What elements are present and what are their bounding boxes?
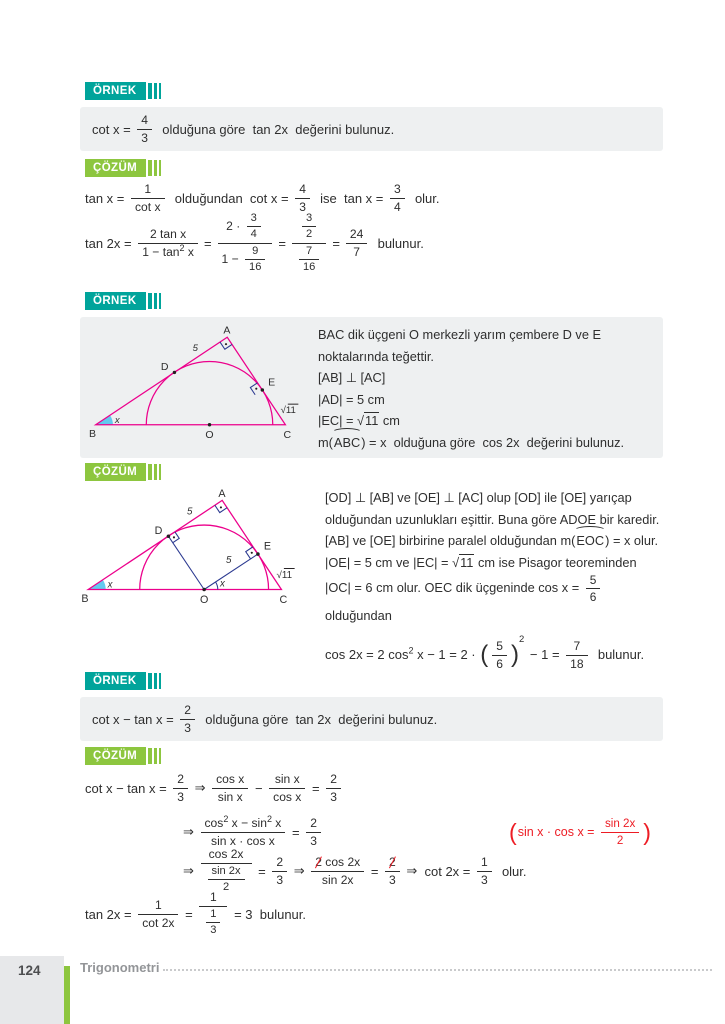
problem-2-line xyxy=(318,367,655,389)
point-E xyxy=(256,552,260,556)
superscript: 2 xyxy=(408,645,414,656)
badge-stripe xyxy=(154,293,157,309)
denominator: 16 xyxy=(302,260,316,273)
fraction xyxy=(601,817,639,848)
fraction xyxy=(212,772,248,804)
equals-sign: = xyxy=(332,235,340,251)
math-text: cos 2x = 2 cos xyxy=(325,647,409,663)
label-D: D xyxy=(154,524,163,537)
solution-3-line-4 xyxy=(85,885,306,943)
ornek-badge-3 xyxy=(85,672,161,690)
fraction xyxy=(299,245,319,275)
numerator: cos x xyxy=(212,772,248,789)
square-root xyxy=(452,554,474,570)
denominator: 3 xyxy=(276,872,284,887)
cancelled-two: 2 xyxy=(315,855,322,869)
denominator: 4 xyxy=(394,199,401,214)
cozum-badge-label: ÇÖZÜM xyxy=(85,463,146,481)
math-text: 1 − tan xyxy=(142,244,180,259)
radical-sign: √ xyxy=(357,413,365,428)
math-text: |AD| = 5 cm xyxy=(318,391,385,407)
right-angle-dot-D xyxy=(173,536,175,538)
denominator: 2 xyxy=(222,881,230,894)
label-A: A xyxy=(218,487,226,500)
denominator: cot x xyxy=(135,199,161,214)
numerator: 2 xyxy=(306,816,321,833)
math-text: cos 2x xyxy=(321,855,361,869)
math-text: cot x − tan x = xyxy=(92,711,178,727)
point-D xyxy=(173,371,176,374)
fraction xyxy=(247,212,261,242)
minus-sign: − xyxy=(251,780,267,796)
badge-stripe xyxy=(159,160,161,176)
radical-sign: √ xyxy=(452,554,460,570)
radicand: 11 xyxy=(460,554,474,570)
label-sqrt11: √11 xyxy=(280,405,296,417)
cozum-badge-label: ÇÖZÜM xyxy=(85,747,146,765)
superscript: 2 xyxy=(223,813,229,824)
big-paren-left: ( xyxy=(509,818,517,845)
problem-box-1 xyxy=(80,107,663,151)
ornek-badge-label: ÖRNEK xyxy=(85,672,146,690)
triangle-figure-problem-2 xyxy=(88,324,318,445)
denominator: sin 2x xyxy=(321,872,354,887)
fraction xyxy=(138,898,178,930)
label-E: E xyxy=(263,540,272,553)
badge-stripe xyxy=(159,464,161,480)
denominator: 3 xyxy=(210,924,217,937)
denominator: 2 xyxy=(616,833,624,847)
fraction xyxy=(295,182,310,214)
fraction xyxy=(346,227,367,259)
big-paren-left: ( xyxy=(480,641,489,669)
problem-2-text xyxy=(318,324,655,453)
numerator: sin 2x xyxy=(208,865,245,880)
label-sqrt11: √11 xyxy=(276,569,293,581)
triangle xyxy=(96,337,286,424)
numerator: 1 xyxy=(199,890,227,907)
numerator: sin x xyxy=(269,772,305,789)
numerator: 1 xyxy=(131,182,165,199)
badge-stripe xyxy=(148,748,152,764)
math-text: [AB] ⊥ [AC] xyxy=(318,370,386,385)
fraction xyxy=(477,855,492,887)
radicand: 11 xyxy=(365,413,379,428)
solution-1-line-1 xyxy=(85,180,440,216)
denominator: 3 xyxy=(330,789,337,804)
label-5-AD: 5 xyxy=(186,506,193,518)
numerator: 1 xyxy=(477,855,492,872)
fraction xyxy=(302,212,316,242)
superscript: 2 xyxy=(519,634,525,646)
cozum-badge-1 xyxy=(85,159,161,177)
problem-2-sentence: BAC dik üçgeni O merkezli yarım çembere D ve E noktalarında teğettir. xyxy=(318,327,602,364)
right-angle-dot-E xyxy=(251,552,253,554)
cancelled-two: 2 xyxy=(389,855,396,869)
footer-chapter-label: Trigonometri xyxy=(80,960,160,975)
math-text: tan 2x = xyxy=(85,906,136,922)
numerator: 5 xyxy=(586,573,601,589)
math-text: olduğuna göre tan 2x değerini bulunuz. xyxy=(155,121,395,137)
denominator xyxy=(292,244,326,275)
math-text: − 1 = xyxy=(526,647,564,663)
label-B: B xyxy=(81,593,89,606)
math-text: x xyxy=(184,244,194,259)
solution-3-line-1 xyxy=(85,767,344,809)
problem-2-line xyxy=(318,389,655,411)
math-text: cm xyxy=(379,413,400,428)
label-x: x xyxy=(114,414,120,426)
big-paren-right: ) xyxy=(643,818,651,845)
denominator: cot 2x xyxy=(142,915,175,930)
math-text: ) = x olduğuna göre cos 2x değerini bulunuz. xyxy=(361,434,625,450)
fraction xyxy=(269,772,305,804)
badge-stripe xyxy=(154,673,157,689)
implies-arrow: ⇒ xyxy=(290,863,309,878)
ornek-badge-label: ÖRNEK xyxy=(85,292,146,310)
page-number: 124 xyxy=(18,963,41,978)
math-text: x − 1 = 2 · xyxy=(413,647,480,663)
solution-2 xyxy=(80,487,665,676)
numerator: 4 xyxy=(295,182,310,199)
math-text: x − sin xyxy=(228,816,267,830)
label-5: 5 xyxy=(192,342,198,354)
point-E xyxy=(261,388,264,391)
badge-stripe xyxy=(148,83,152,99)
numerator: 2 xyxy=(180,703,195,720)
problem-2-line xyxy=(318,432,655,454)
ornek-badge-label: ÖRNEK xyxy=(85,82,146,100)
denominator: 4 xyxy=(250,228,257,241)
numerator: 2 xyxy=(326,772,341,789)
fraction xyxy=(180,703,195,735)
right-angle-dot-E xyxy=(255,388,257,390)
math-text: 1 − xyxy=(221,252,243,267)
math-text: |EC| = xyxy=(318,413,358,428)
badge-stripe xyxy=(148,673,152,689)
numerator: 5 xyxy=(492,639,507,656)
numerator: 2 tan x xyxy=(138,227,198,244)
label-O: O xyxy=(199,594,209,607)
ornek-badge-2 xyxy=(85,292,161,310)
implies-arrow: ⇒ xyxy=(191,780,210,795)
denominator: sin x xyxy=(217,789,243,804)
big-paren-right: ) xyxy=(510,641,519,669)
badge-stripe xyxy=(159,83,161,99)
math-text: = 3 bulunur. xyxy=(230,906,307,922)
denominator: 7 xyxy=(353,244,360,259)
math-text: olur. xyxy=(407,190,440,206)
implies-arrow: ⇒ xyxy=(183,863,198,878)
math-text: bulunur. xyxy=(590,647,645,663)
fraction xyxy=(131,182,165,214)
numerator xyxy=(218,212,273,244)
square-root xyxy=(357,410,379,432)
point-O xyxy=(202,588,206,592)
equals-sign: = xyxy=(254,863,270,879)
math-text: cm ise Pisagor teoreminden |OC| = 6 cm olur. OEC dik üçgeninde cos x = xyxy=(325,554,637,596)
right-angle-dot-A xyxy=(225,343,227,345)
label-x-O: x xyxy=(219,578,225,590)
equals-sign: = xyxy=(308,780,324,796)
math-text xyxy=(204,813,282,831)
denominator: 3 xyxy=(389,872,396,887)
math-text: x xyxy=(271,816,282,830)
label-C: C xyxy=(279,594,288,607)
fraction xyxy=(206,908,220,938)
badge-stripe xyxy=(148,160,152,176)
label-5-OE: 5 xyxy=(226,555,232,567)
denominator: 3 xyxy=(299,199,306,214)
segment-OD xyxy=(168,536,204,589)
equals-sign: = xyxy=(203,235,212,251)
badge-stripe xyxy=(154,160,157,176)
numerator: cos 2x xyxy=(201,847,252,864)
fraction xyxy=(272,855,287,887)
badge-stripe xyxy=(154,464,157,480)
solution-2-paragraph xyxy=(325,487,665,626)
label-x-B: x xyxy=(107,579,113,591)
red-identity-note xyxy=(508,809,652,855)
badge-stripe xyxy=(154,748,157,764)
fraction xyxy=(138,227,198,259)
math-text: cos xyxy=(204,816,224,830)
arc-over-angle: EOC xyxy=(575,530,605,552)
math-text xyxy=(142,242,194,260)
math-text: m( xyxy=(318,434,333,450)
label-D: D xyxy=(160,361,169,374)
numerator: 24 xyxy=(346,227,367,244)
equals-sign: = xyxy=(181,906,197,922)
numerator: 3 xyxy=(302,212,316,227)
denominator: 6 xyxy=(496,656,503,671)
denominator: cos x xyxy=(273,789,302,804)
label-B: B xyxy=(88,428,96,441)
triangle-figure-solution-2 xyxy=(80,487,315,610)
fraction xyxy=(173,772,188,804)
problem-2-line xyxy=(318,410,655,432)
math-text: cot 2x = xyxy=(420,863,474,879)
cozum-badge-3 xyxy=(85,747,161,765)
numerator: 7 xyxy=(566,639,587,656)
denominator: 2 xyxy=(306,228,313,241)
right-angle-dot-A xyxy=(220,506,222,508)
numerator xyxy=(311,855,364,872)
math-text: ) = x olur. |OE| = 5 cm ve |EC| = xyxy=(325,533,659,570)
ornek-badge-1 xyxy=(85,82,161,100)
angle-x-arc-O xyxy=(216,582,218,590)
superscript: 2 xyxy=(266,813,272,824)
denominator: 3 xyxy=(481,872,488,887)
fraction xyxy=(199,890,227,937)
cozum-badge-2 xyxy=(85,463,161,481)
badge-stripe xyxy=(148,293,152,309)
math-text: 2 · xyxy=(226,219,244,234)
denominator: 3 xyxy=(184,720,191,735)
solution-1-line-2 xyxy=(85,212,424,274)
fraction xyxy=(218,212,273,274)
equals-sign: = xyxy=(288,824,304,840)
numerator xyxy=(385,855,400,872)
numerator: 4 xyxy=(137,113,152,130)
denominator xyxy=(218,244,273,275)
denominator: 18 xyxy=(570,656,584,671)
point-O xyxy=(208,423,211,426)
math-text: bulunur. xyxy=(370,235,424,251)
equals-sign: = xyxy=(278,235,286,251)
numerator xyxy=(201,813,286,833)
denominator: sin x · cos x xyxy=(211,833,275,848)
fraction xyxy=(326,772,341,804)
numerator: 3 xyxy=(247,212,261,227)
fraction xyxy=(311,855,364,887)
footer-dotted-line xyxy=(163,969,712,971)
footer-accent-bar xyxy=(64,966,70,1024)
numerator: 2 xyxy=(173,772,188,789)
math-text: olduğundan xyxy=(325,607,392,623)
math-text: ise tan x = xyxy=(312,190,387,206)
fraction xyxy=(566,639,587,671)
implies-arrow: ⇒ xyxy=(183,824,198,839)
math-text xyxy=(325,644,479,666)
fraction xyxy=(137,113,152,145)
fraction xyxy=(492,639,507,671)
math-text: [OD] ⊥ [AB] ve [OE] ⊥ [AC] olup [OD] ile [OE] yarıçap olduğundan uzunlukları eşittir. Buna göre ADOE bir karedir. [AB] ve [OE] birbirine paralel olduğundan m( xyxy=(325,490,660,548)
numerator xyxy=(292,212,326,244)
superscript: 2 xyxy=(179,242,185,253)
solution-2-text xyxy=(325,487,665,676)
math-text xyxy=(315,855,360,870)
math-text: tan x = xyxy=(85,190,128,206)
numerator: 2 xyxy=(272,855,287,872)
numerator: 3 xyxy=(390,182,405,199)
solution-2-formula xyxy=(325,634,665,676)
fraction xyxy=(245,245,265,275)
implies-arrow: ⇒ xyxy=(402,863,421,878)
cozum-badge-label: ÇÖZÜM xyxy=(85,159,146,177)
math-text: sin x · cos x = xyxy=(517,825,598,839)
badge-stripe xyxy=(159,748,161,764)
math-text: tan 2x = xyxy=(85,235,136,251)
numerator: 1 xyxy=(206,908,220,923)
label-A: A xyxy=(223,324,231,337)
denominator: 3 xyxy=(141,130,148,145)
equals-sign: = xyxy=(367,863,383,879)
point-D xyxy=(167,534,171,538)
fraction xyxy=(390,182,405,214)
badge-stripe xyxy=(154,83,157,99)
fraction xyxy=(586,573,601,605)
denominator: 3 xyxy=(177,789,184,804)
problem-box-2 xyxy=(80,317,663,458)
denominator xyxy=(138,244,198,260)
label-C: C xyxy=(283,429,292,442)
math-text: cot x − tan x = xyxy=(85,780,171,796)
numerator: 9 xyxy=(245,245,265,260)
denominator xyxy=(199,907,227,938)
fraction xyxy=(292,212,326,274)
math-text: olduğundan cot x = xyxy=(167,190,293,206)
triangle xyxy=(88,500,281,589)
arc-over-angle: ABC xyxy=(333,432,361,454)
fraction xyxy=(385,855,400,887)
badge-stripe xyxy=(159,293,161,309)
badge-stripe xyxy=(159,673,161,689)
page-number-box xyxy=(0,956,64,1024)
numerator: 7 xyxy=(299,245,319,260)
problem-box-3 xyxy=(80,697,663,741)
denominator: 3 xyxy=(310,833,317,848)
numerator: 1 xyxy=(138,898,178,915)
label-E: E xyxy=(268,376,276,389)
math-text: olur. xyxy=(494,863,527,879)
label-O: O xyxy=(205,429,214,442)
badge-stripe xyxy=(148,464,152,480)
math-text: cot x = xyxy=(92,121,135,137)
numerator: sin 2x xyxy=(601,817,639,833)
math-text: olduğuna göre tan 2x değerini bulunuz. xyxy=(198,711,438,727)
denominator: 6 xyxy=(589,590,597,605)
denominator: 16 xyxy=(249,260,262,273)
